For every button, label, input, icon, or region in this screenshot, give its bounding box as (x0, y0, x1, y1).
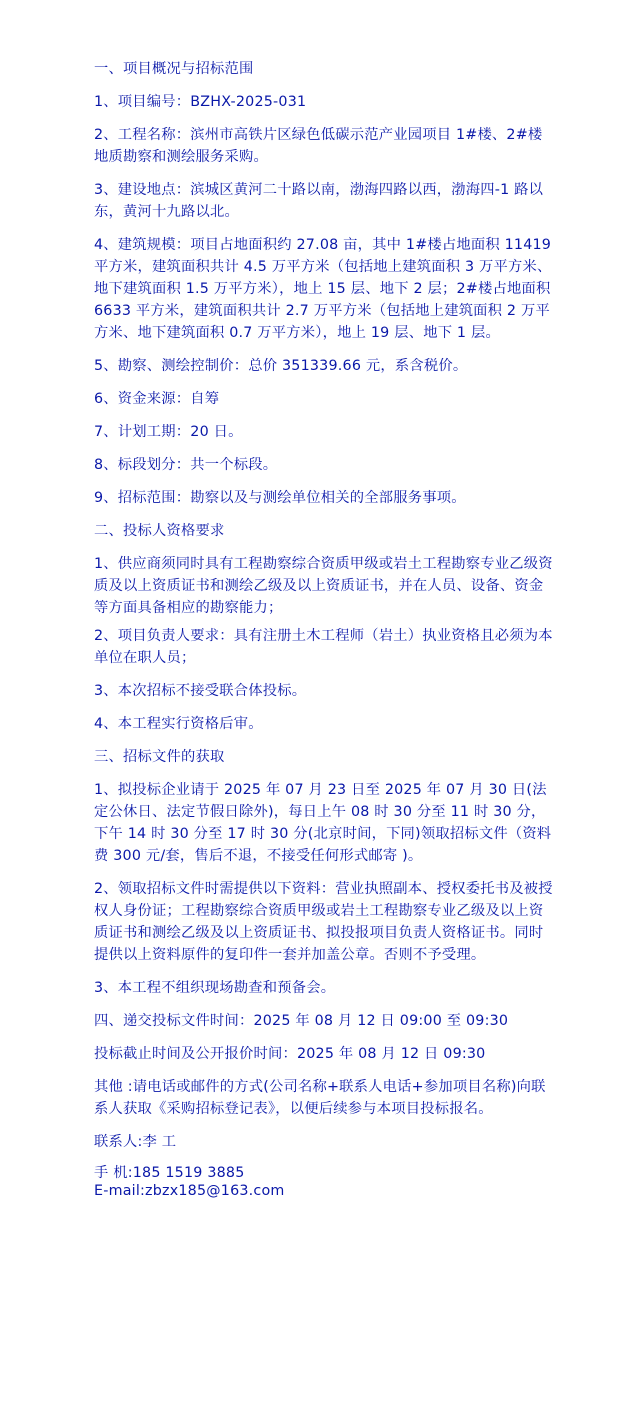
other-note: 其他 :请电话或邮件的方式(公司名称+联系人电话+参加项目名称)向联系人获取《采购招标登记表》，以便后续参与本项目投标报名。 (94, 1079, 546, 1117)
list-item: 6、资金来源：自筹 (94, 391, 220, 407)
list-item: 3、建设地点：滨城区黄河二十路以南，渤海四路以西，渤海四-1 路以东，黄河十九路以北。 (94, 182, 544, 220)
contact-phone: 手 机:185 1519 3885 (94, 1165, 245, 1181)
list-item: 2、领取招标文件时需提供以下资料：营业执照副本、授权委托书及被授权人身份证；工程勘察综合资质甲级或岩土工程勘察专业乙级及以上资质证书和测绘乙级及以上资质证书、拟投报项目负责人资格证书。同时提供以上资料原件的复印件一套并加盖公章。否则不予受理。 (94, 881, 553, 963)
section-submission (94, 1010, 554, 1065)
closing-time: 投标截止时间及公开报价时间：2025 年 08 月 12 日 09:30 (94, 1046, 486, 1062)
list-item: 3、本次招标不接受联合体投标。 (94, 683, 307, 699)
list-item: 4、本工程实行资格后审。 (94, 716, 263, 732)
section-heading: 三、招标文件的获取 (94, 749, 225, 765)
section-document-acquisition (94, 746, 554, 999)
list-item: 2、项目负责人要求：具有注册土木工程师（岩土）执业资格且必须为本单位在职人员； (94, 628, 553, 666)
list-item: 7、计划工期：20 日。 (94, 424, 243, 440)
section-heading: 四、递交投标文件时间：2025 年 08 月 12 日 09:00 至 09:30 (94, 1013, 509, 1029)
list-item: 8、标段划分：共一个标段。 (94, 457, 278, 473)
section-heading: 二、投标人资格要求 (94, 523, 225, 539)
list-item: 2、工程名称：滨州市高铁片区绿色低碳示范产业园项目 1#楼、2#楼地质勘察和测绘服务采购。 (94, 127, 543, 165)
list-item: 1、拟投标企业请于 2025 年 07 月 23 日至 2025 年 07 月 30 日(法定公休日、法定节假日除外)，每日上午 08 时 30 分至 11 时 30 分，下午 14 时 30 分至 17 时 30 分(北京时间，下同)领取招标文件（资料费 300 元/套，售后不退，不接受任何形式邮寄 )。 (94, 782, 552, 864)
section-qualification (94, 520, 554, 735)
list-item: 4、建筑规模：项目占地面积约 27.08 亩，其中 1#楼占地面积 11419 平方米，建筑面积共计 4.5 万平方米（包括地上建筑面积 3 万平方米、地下建筑面积 1.5 万平方米），地上 15 层、地下 2 层；2#楼占地面积 6633 平方米，建筑面积共计 2.7 万平方米（包括地上建筑面积 2 万平方米、地下建筑面积 0.7 万平方米），地上 19 层、地下 1 层。 (94, 237, 552, 341)
contact-person: 联系人:李 工 (94, 1134, 177, 1150)
list-item: 5、勘察、测绘控制价：总价 351339.66 元，系含税价。 (94, 358, 468, 374)
section-overview (94, 58, 554, 509)
section-heading: 一、项目概况与招标范围 (94, 61, 254, 77)
list-item: 3、本工程不组织现场勘查和预备会。 (94, 980, 336, 996)
contact-block (94, 1131, 554, 1200)
tender-document (94, 58, 554, 1200)
contact-email: E-mail:zbzx185@163.com (94, 1183, 285, 1199)
list-item: 9、招标范围：勘察以及与测绘单位相关的全部服务事项。 (94, 490, 466, 506)
list-item: 1、项目编号：BZHX-2025-031 (94, 94, 307, 110)
list-item: 1、供应商须同时具有工程勘察综合资质甲级或岩土工程勘察专业乙级资质及以上资质证书和测绘乙级及以上资质证书，并在人员、设备、资金等方面具备相应的勘察能力； (94, 556, 553, 616)
